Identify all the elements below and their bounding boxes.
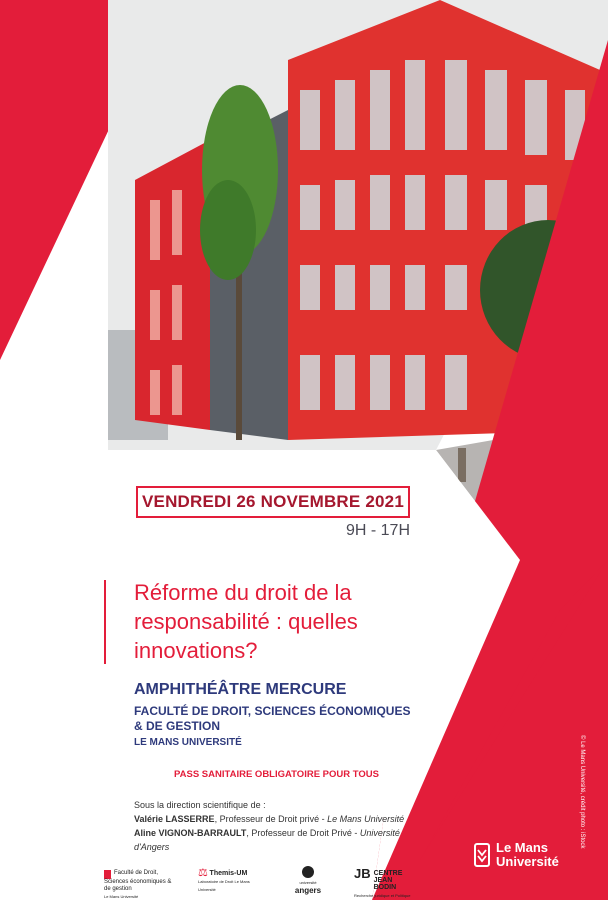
event-time: 9H - 17H xyxy=(345,522,410,539)
partner-logo-bodin: JB CENTRE JEAN BODIN Recherche juridique et Politique xyxy=(354,866,411,898)
health-notice: PASS SANITAIRE OBLIGATOIRE POUR TOUS xyxy=(174,769,379,780)
photo-credit: © Le Mans Université, crédit photo : iStock xyxy=(579,735,585,849)
angers-ua-icon xyxy=(302,866,314,878)
le-mans-crest-icon xyxy=(474,843,490,867)
le-mans-universite-logo xyxy=(474,841,559,869)
partner-logo-angers: université angers xyxy=(290,866,326,896)
logo-line1: Le Mans xyxy=(496,840,549,855)
event-title: Réforme du droit de la responsabilité : quelles innovations? xyxy=(134,580,358,663)
title-accent-bar xyxy=(104,580,106,664)
director-1: Valérie LASSERRE, Professeur de Droit privé - Le Mans Université xyxy=(134,814,405,824)
scientific-direction xyxy=(134,798,434,854)
event-date-box xyxy=(136,486,410,518)
direction-intro: Sous la direction scientifique de : xyxy=(134,800,266,810)
director-2: Aline VIGNON-BARRAULT, Professeur de Droit Privé - Université d'Angers xyxy=(134,828,400,852)
bodin-jb-icon: JB xyxy=(354,866,371,881)
partner-logo-faculte: Faculté de Droit, Sciences économiques & de gestion Le Mans Université xyxy=(104,870,172,899)
venue: AMPHITHÉÂTRE MERCURE xyxy=(134,681,347,698)
faculty: FACULTÉ DE DROIT, SCIENCES ÉCONOMIQUES & DE GESTION xyxy=(134,704,411,733)
university: LE MANS UNIVERSITÉ xyxy=(134,737,242,748)
partner-logo-themis: ⚖ Themis-UM Laboratoire de Droit Le Mans Université xyxy=(198,867,250,892)
event-date: VENDREDI 26 NOVEMBRE 2021 xyxy=(142,492,404,511)
logo-line2: Université xyxy=(496,854,559,869)
faculte-crest-icon xyxy=(104,870,111,879)
scales-icon: ⚖ xyxy=(198,867,208,879)
